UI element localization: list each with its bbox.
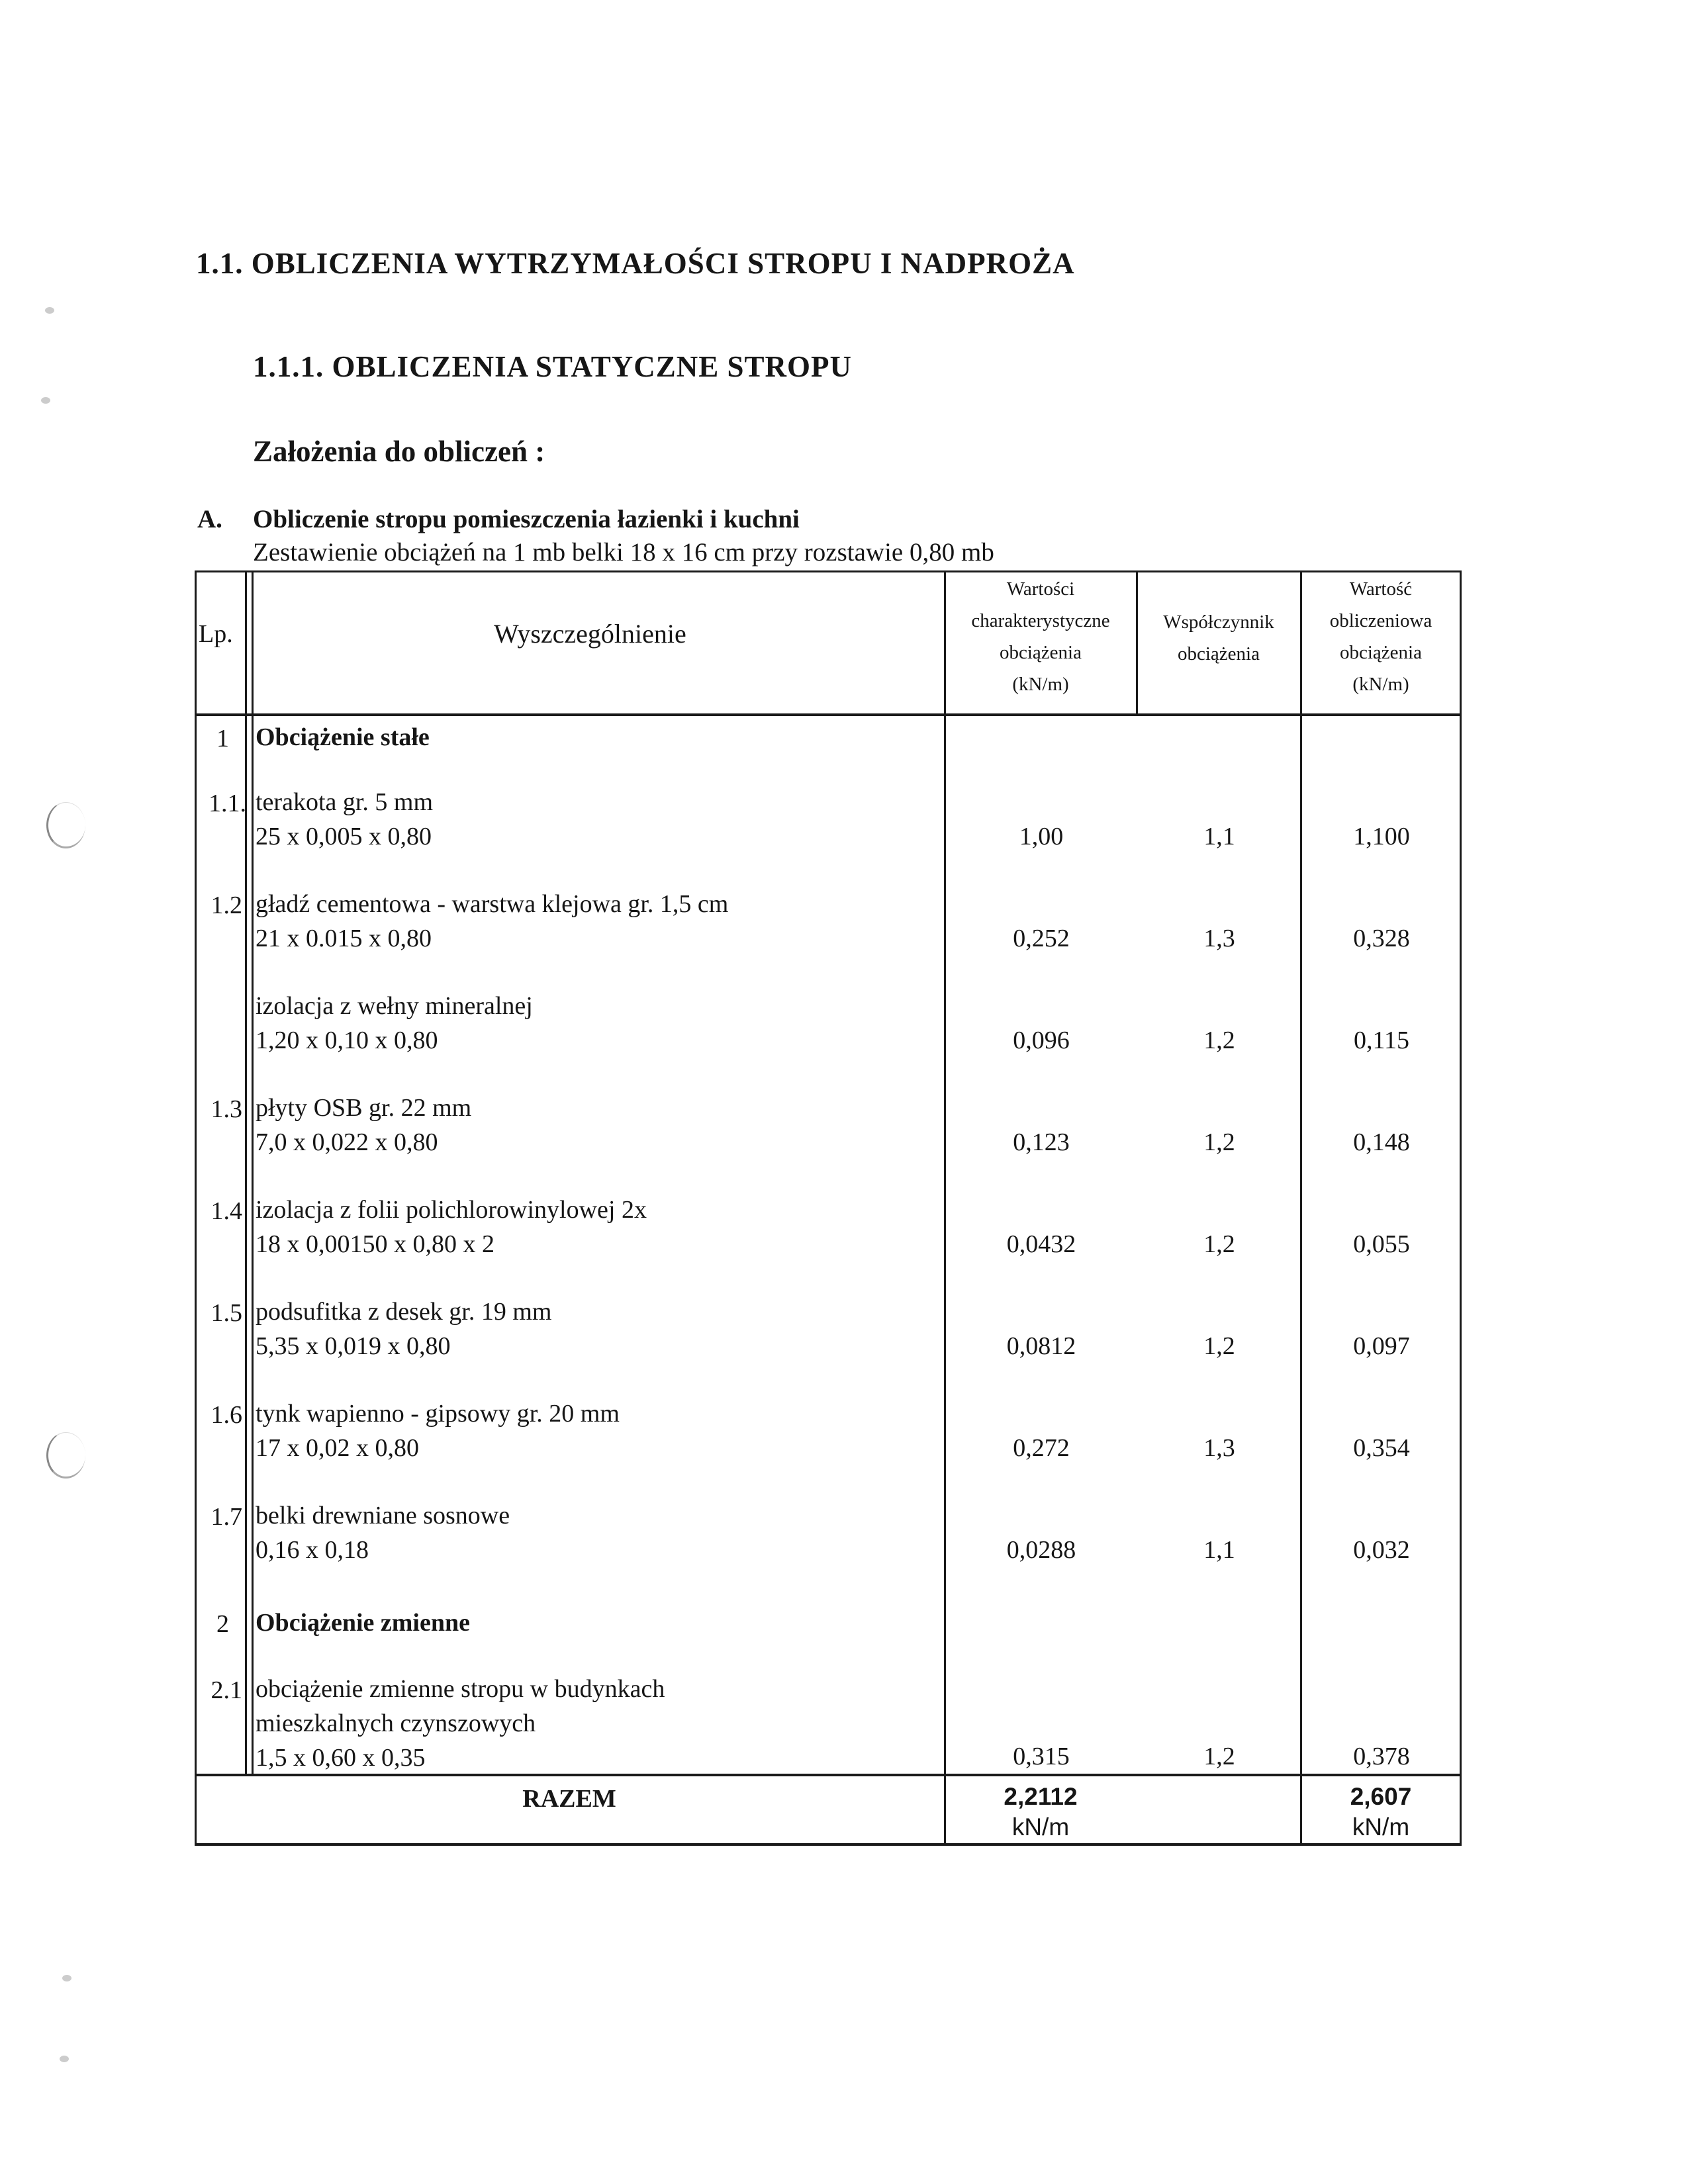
row-description <box>256 785 433 854</box>
row-lp: 1 <box>216 725 229 752</box>
load-table <box>195 570 1462 1845</box>
row-line: 5,35 x 0,019 x 0,80 <box>256 1332 451 1360</box>
scan-speck <box>41 397 50 404</box>
col-divider-lp <box>245 570 247 1774</box>
row-description <box>256 1498 510 1567</box>
row-char-value: 0,0432 <box>1006 1230 1076 1258</box>
row-char-value: 0,315 <box>1013 1743 1070 1770</box>
row-line: obciążenie zmienne stropu w budynkach <box>256 1675 665 1703</box>
header-divider <box>195 713 1462 716</box>
row-description <box>256 1193 647 1261</box>
table-border-right <box>1460 570 1462 1845</box>
row-lp: 1.2 <box>211 891 242 919</box>
scan-speck <box>45 307 54 314</box>
row-calc-value: 0,097 <box>1353 1332 1410 1360</box>
table-border-bottom <box>195 1843 1462 1846</box>
row-coef-value: 1,1 <box>1203 823 1235 850</box>
row-calc-value: 0,354 <box>1353 1434 1410 1462</box>
heading-3: Założenia do obliczeń : <box>253 435 545 468</box>
row-char-value: 0,272 <box>1013 1434 1070 1462</box>
row-line: 25 x 0,005 x 0,80 <box>256 823 432 850</box>
row-char-value: 0,252 <box>1013 925 1070 952</box>
row-line: 17 x 0,02 x 0,80 <box>256 1434 419 1462</box>
row-line: belki drewniane sosnowe <box>256 1502 510 1529</box>
total-calc-value: 2,607 <box>1350 1783 1412 1810</box>
row-line: 1,20 x 0,10 x 0,80 <box>256 1026 438 1054</box>
row-description <box>256 1396 620 1465</box>
header-calculated <box>1301 573 1460 700</box>
row-char-value: 0,123 <box>1013 1128 1070 1156</box>
row-line: tynk wapienno - gipsowy gr. 20 mm <box>256 1400 620 1428</box>
row-calc-value: 0,148 <box>1353 1128 1410 1156</box>
row-description <box>256 887 728 956</box>
row-calc-value: 0,115 <box>1353 1026 1410 1054</box>
total-char-unit: kN/m <box>1011 1813 1070 1841</box>
heading-2: 1.1.1. OBLICZENIA STATYCZNE STROPU <box>253 350 853 383</box>
row-calc-value: 0,328 <box>1353 925 1410 952</box>
header-lp: Lp. <box>199 620 233 648</box>
section-a <box>197 504 800 534</box>
header-coef-line-2: obciążenia <box>1178 643 1260 664</box>
row-calc-value: 0,055 <box>1353 1230 1410 1258</box>
punch-hole-bottom <box>46 1432 85 1479</box>
row-calc-value: 1,100 <box>1353 823 1410 850</box>
row-lp: 2 <box>216 1610 229 1638</box>
total-char-value: 2,2112 <box>1004 1783 1078 1810</box>
total-char <box>945 1782 1136 1843</box>
row-coef-value: 1,2 <box>1203 1332 1235 1360</box>
row-line: Obciążenie stałe <box>256 723 430 751</box>
heading-1: 1.1. OBLICZENIA WYTRZYMAŁOŚCI STROPU I NADPROŻA <box>196 247 1075 280</box>
row-line: 1,5 x 0,60 x 0,35 <box>256 1744 426 1772</box>
row-description <box>256 1295 551 1363</box>
row-lp: 1.4 <box>211 1197 242 1225</box>
row-line: płyty OSB gr. 22 mm <box>256 1094 472 1122</box>
total-label: RAZEM <box>522 1785 616 1813</box>
total-calc <box>1301 1782 1460 1843</box>
row-coef-value: 1,1 <box>1203 1536 1235 1564</box>
row-line: gładź cementowa - warstwa klejowa gr. 1,5 cm <box>256 890 729 918</box>
row-coef-value: 1,2 <box>1203 1026 1235 1054</box>
row-lp: 1.5 <box>211 1299 242 1327</box>
section-title: Obliczenie stropu pomieszczenia łazienki i kuchni <box>253 505 800 533</box>
row-coef-value: 1,2 <box>1203 1128 1235 1156</box>
section-subtitle: Zestawienie obciążeń na 1 mb belki 18 x 16 cm przy rozstawie 0,80 mb <box>253 538 994 567</box>
row-description <box>256 1606 470 1640</box>
row-lp: 1.7 <box>211 1503 242 1531</box>
header-char-line-1: Wartości <box>1006 578 1075 600</box>
col-divider-calc <box>1300 570 1302 1845</box>
header-coef-line-1: Współczynnik <box>1163 612 1274 633</box>
scan-speck <box>62 1975 71 1981</box>
row-line: podsufitka z desek gr. 19 mm <box>256 1298 552 1326</box>
row-calc-value: 0,032 <box>1353 1536 1410 1564</box>
row-line: izolacja z folii polichlorowinylowej 2x <box>256 1196 647 1224</box>
row-char-value: 1,00 <box>1019 823 1064 850</box>
total-calc-unit: kN/m <box>1352 1813 1410 1841</box>
row-description <box>256 1672 665 1775</box>
header-calc-line-1: Wartość <box>1349 578 1413 600</box>
row-char-value: 0,0812 <box>1006 1332 1076 1360</box>
row-coef-value: 1,2 <box>1203 1230 1235 1258</box>
row-line: izolacja z wełny mineralnej <box>256 992 533 1020</box>
col-divider-desc <box>252 570 254 1774</box>
header-description: Wyszczególnienie <box>494 619 686 649</box>
header-char-line-4: (kN/m) <box>1012 674 1069 695</box>
col-divider-char <box>944 570 946 1845</box>
header-char-line-2: charakterystyczne <box>971 610 1110 631</box>
row-line: terakota gr. 5 mm <box>256 788 434 816</box>
header-coefficient <box>1137 606 1300 670</box>
scan-speck <box>60 2056 69 2062</box>
row-line: 0,16 x 0,18 <box>256 1536 369 1564</box>
row-calc-value: 0,378 <box>1353 1743 1410 1770</box>
header-calc-line-4: (kN/m) <box>1352 674 1409 695</box>
row-lp: 1.1. <box>209 790 246 817</box>
row-line: 21 x 0.015 x 0,80 <box>256 925 432 952</box>
punch-hole-top <box>46 802 85 848</box>
table-border-top <box>195 570 1462 572</box>
header-calc-line-3: obciążenia <box>1340 642 1422 663</box>
row-lp: 1.3 <box>211 1095 242 1123</box>
section-letter: A. <box>197 505 222 533</box>
row-description <box>256 989 533 1058</box>
row-lp: 1.6 <box>211 1401 242 1429</box>
row-lp: 2.1 <box>211 1676 242 1704</box>
row-line: 7,0 x 0,022 x 0,80 <box>256 1128 438 1156</box>
row-line: mieszkalnych czynszowych <box>256 1709 536 1737</box>
row-coef-value: 1,3 <box>1203 925 1235 952</box>
header-characteristic <box>945 573 1136 700</box>
row-char-value: 0,0288 <box>1006 1536 1076 1564</box>
row-char-value: 0,096 <box>1013 1026 1070 1054</box>
row-coef-value: 1,2 <box>1203 1743 1235 1770</box>
row-description <box>256 1091 471 1160</box>
header-calc-line-2: obliczeniowa <box>1329 610 1432 631</box>
header-char-line-3: obciążenia <box>1000 642 1082 663</box>
row-line: 18 x 0,00150 x 0,80 x 2 <box>256 1230 494 1258</box>
row-line: Obciążenie zmienne <box>256 1609 470 1637</box>
row-coef-value: 1,3 <box>1203 1434 1235 1462</box>
row-description <box>256 720 430 754</box>
